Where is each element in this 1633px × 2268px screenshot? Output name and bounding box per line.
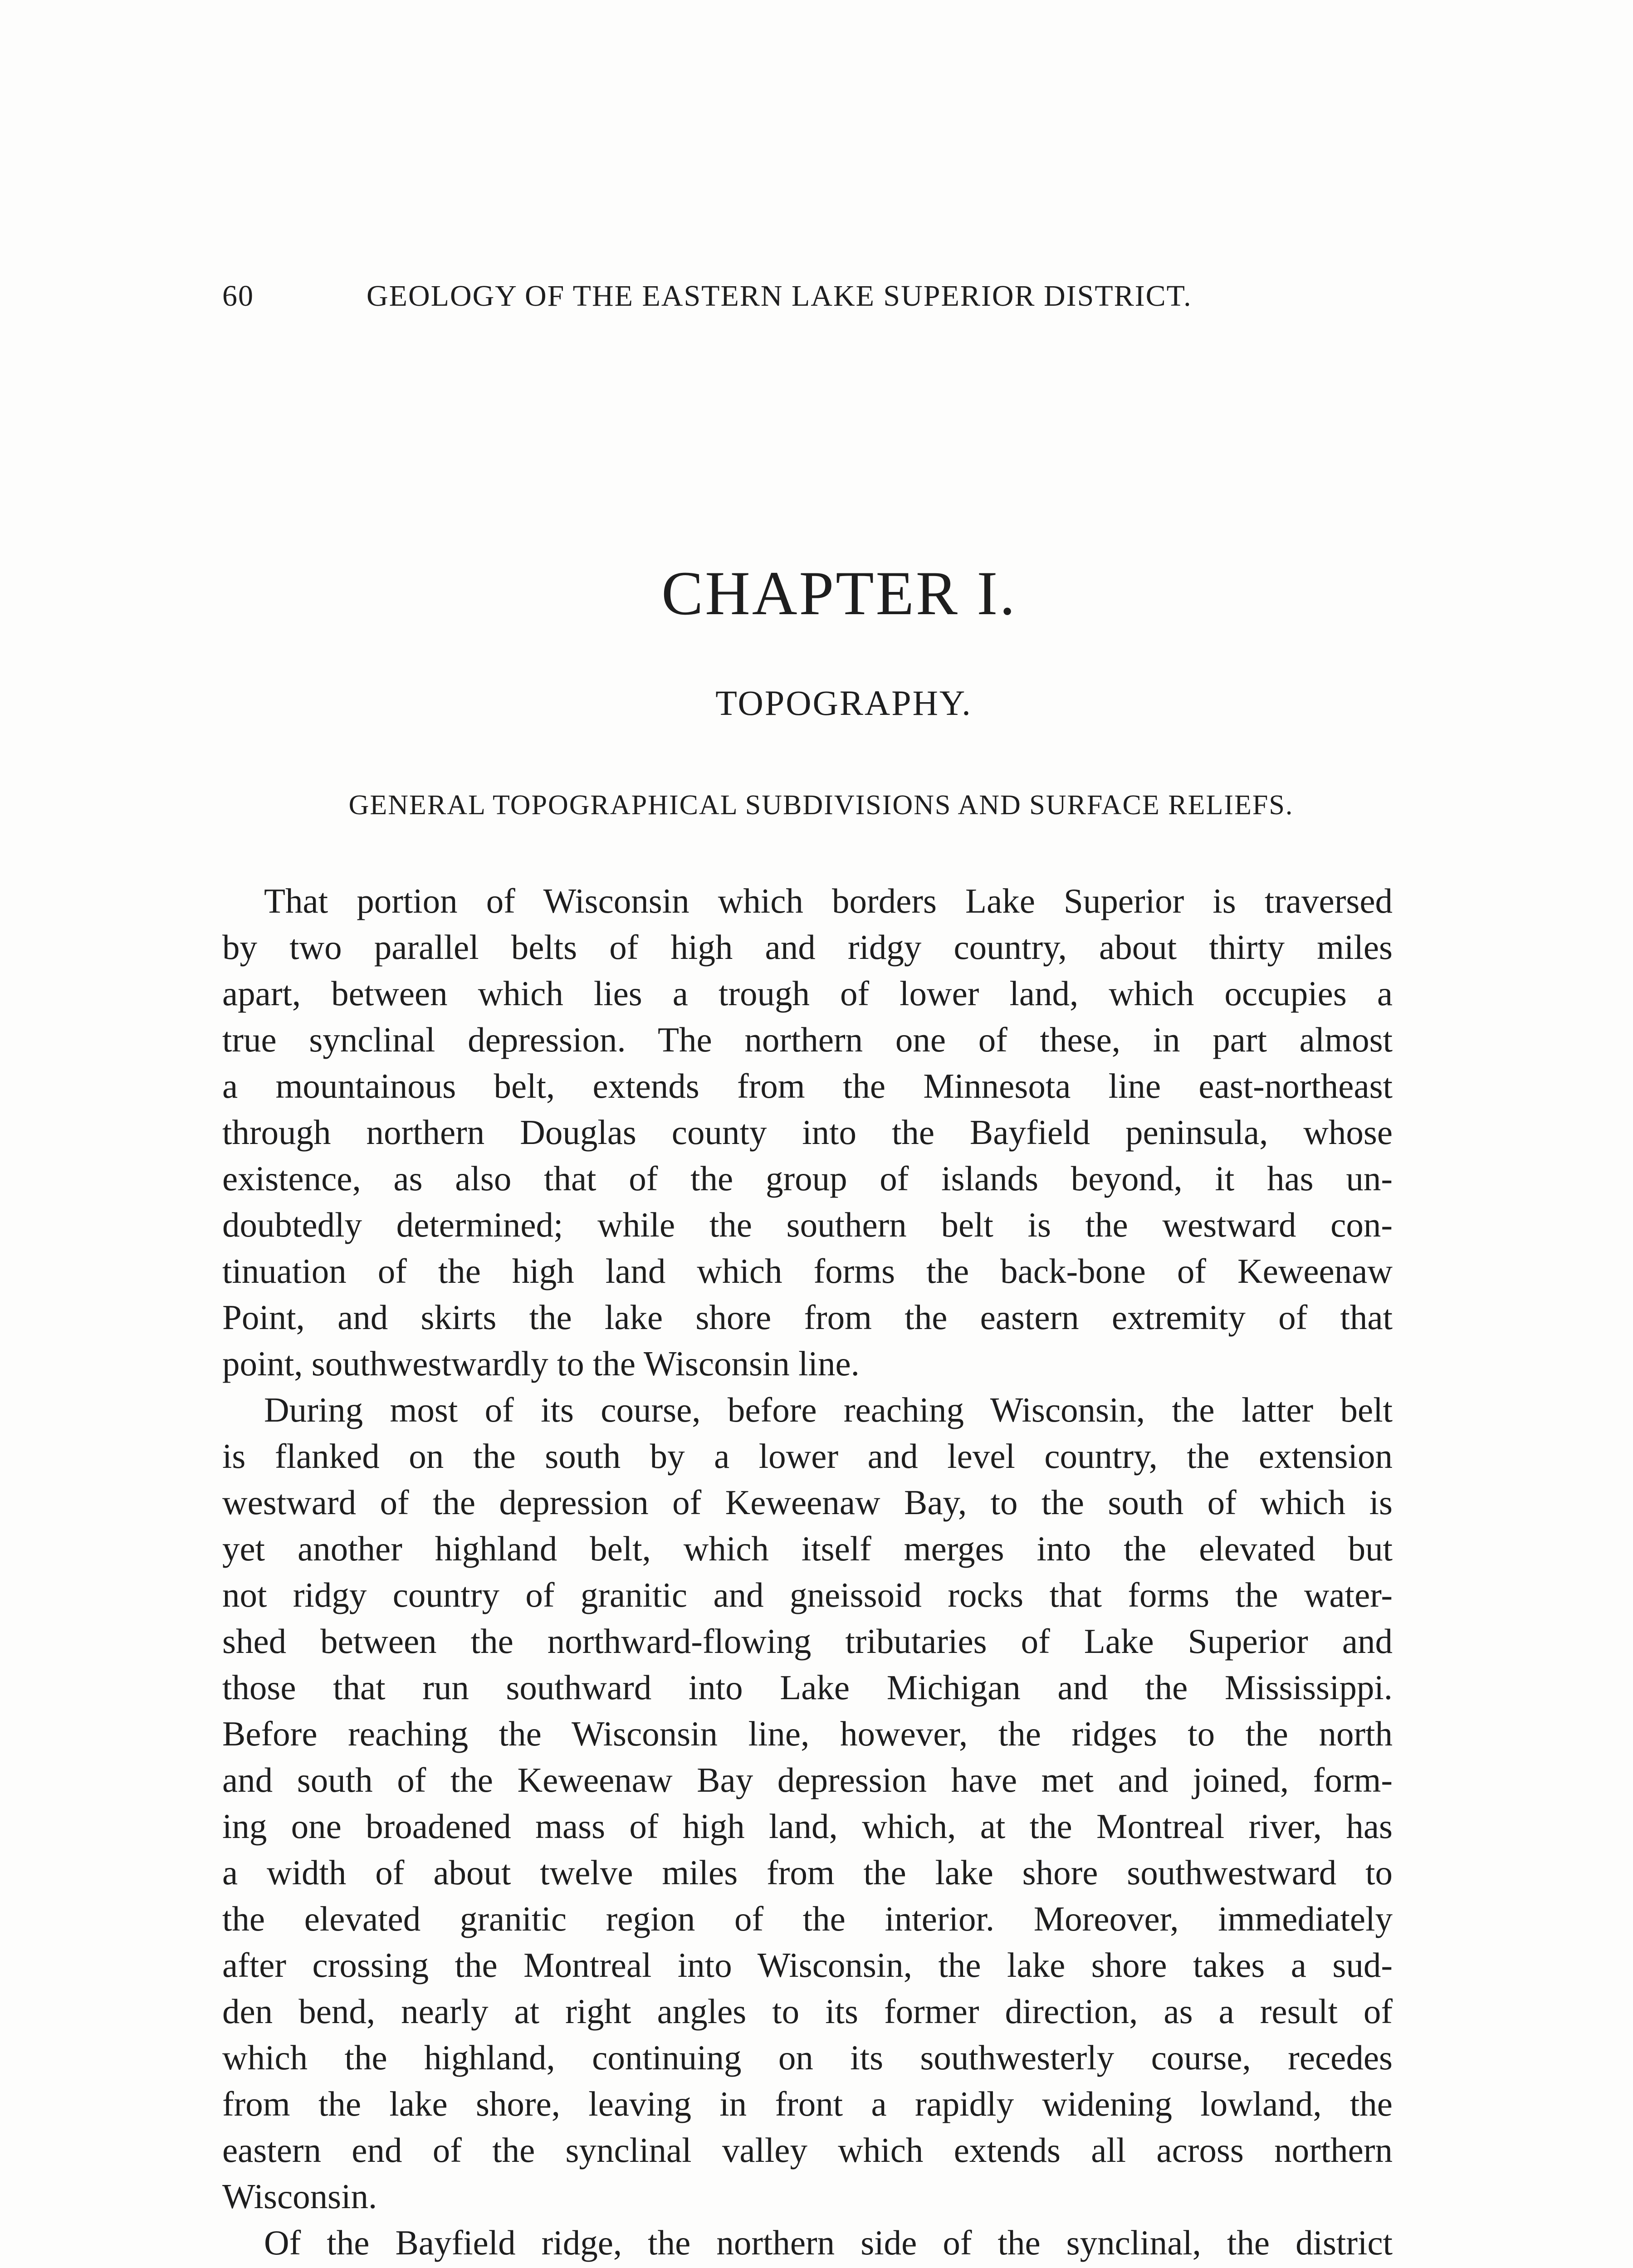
paragraph-1 <box>222 878 1393 1387</box>
text-line: yet another highland belt, which itself merges into the elevated but <box>222 1529 1393 1568</box>
text-line: is flanked on the south by a lower and level country, the extension <box>222 1437 1393 1476</box>
text-line: a mountainous belt, extends from the Minnesota line east-northeast <box>222 1066 1393 1105</box>
text-line: apart, between which lies a trough of lower land, which occupies a <box>222 974 1393 1013</box>
paragraph-3 <box>222 2219 1393 2268</box>
text-line <box>222 2266 1393 2268</box>
text-line: Before reaching the Wisconsin line, however, the ridges to the north <box>222 1714 1393 1753</box>
text-line: Wisconsin. <box>222 2177 377 2216</box>
text-line: which the highland, continuing on its southwesterly course, recedes <box>222 2038 1393 2077</box>
text-line: a width of about twelve miles from the lake shore southwestward to <box>222 1853 1393 1892</box>
page-number: 60 <box>222 279 254 313</box>
text-line: eastern end of the synclinal valley which extends all across northern <box>222 2131 1393 2170</box>
text-line: Point, and skirts the lake shore from the eastern extremity of that <box>222 1298 1393 1337</box>
body-text <box>222 878 1393 2268</box>
chapter-title: CHAPTER I. <box>661 558 1017 628</box>
text-line: through northern Douglas county into the Bayfield peninsula, whose <box>222 1113 1393 1152</box>
text-line: existence, as also that of the group of islands beyond, it has un- <box>222 1159 1393 1198</box>
text-line: That portion of Wisconsin which borders Lake Superior is traversed <box>264 881 1393 920</box>
running-title: GEOLOGY OF THE EASTERN LAKE SUPERIOR DISTRICT. <box>367 279 1192 313</box>
text-line: and south of the Keweenaw Bay depression have met and joined, form- <box>222 1760 1393 1799</box>
text-line: doubtedly determined; while the southern belt is the westward con- <box>222 1205 1393 1244</box>
text-line: ing one broadened mass of high land, which, at the Montreal river, has <box>222 1807 1393 1846</box>
text-line: point, southwestwardly to the Wisconsin line. <box>222 1344 860 1383</box>
text-line: westward of the depression of Keweenaw Bay, to the south of which is <box>222 1483 1393 1522</box>
paragraph-2 <box>222 1387 1393 2219</box>
text-line: true synclinal depression. The northern one of these, in part almost <box>222 1020 1393 1059</box>
text-line: Of the Bayfield ridge, the northern side of the synclinal, the district <box>264 2223 1393 2262</box>
text-line: tinuation of the high land which forms the back-bone of Keweenaw <box>222 1251 1393 1290</box>
text-line: not ridgy country of granitic and gneissoid rocks that forms the water- <box>222 1575 1393 1614</box>
text-line: by two parallel belts of high and ridgy country, about thirty miles <box>222 928 1393 967</box>
running-head <box>222 279 1393 329</box>
text-line: the elevated granitic region of the interior. Moreover, immediately <box>222 1899 1393 1938</box>
text-line: after crossing the Montreal into Wisconsin, the lake shore takes a sud- <box>222 1945 1393 1984</box>
text-line: from the lake shore, leaving in front a rapidly widening lowland, the <box>222 2084 1393 2123</box>
text-line: den bend, nearly at right angles to its former direction, as a result of <box>222 1992 1393 2031</box>
text-line: During most of its course, before reaching Wisconsin, the latter belt <box>264 1390 1393 1429</box>
text-line: those that run southward into Lake Michigan and the Mississippi. <box>222 1668 1393 1707</box>
section-title: TOPOGRAPHY. <box>715 683 972 723</box>
subsection-title: GENERAL TOPOGRAPHICAL SUBDIVISIONS AND SURFACE RELIEFS. <box>348 790 1294 821</box>
text-line: shed between the northward-flowing tributaries of Lake Superior and <box>222 1622 1393 1661</box>
